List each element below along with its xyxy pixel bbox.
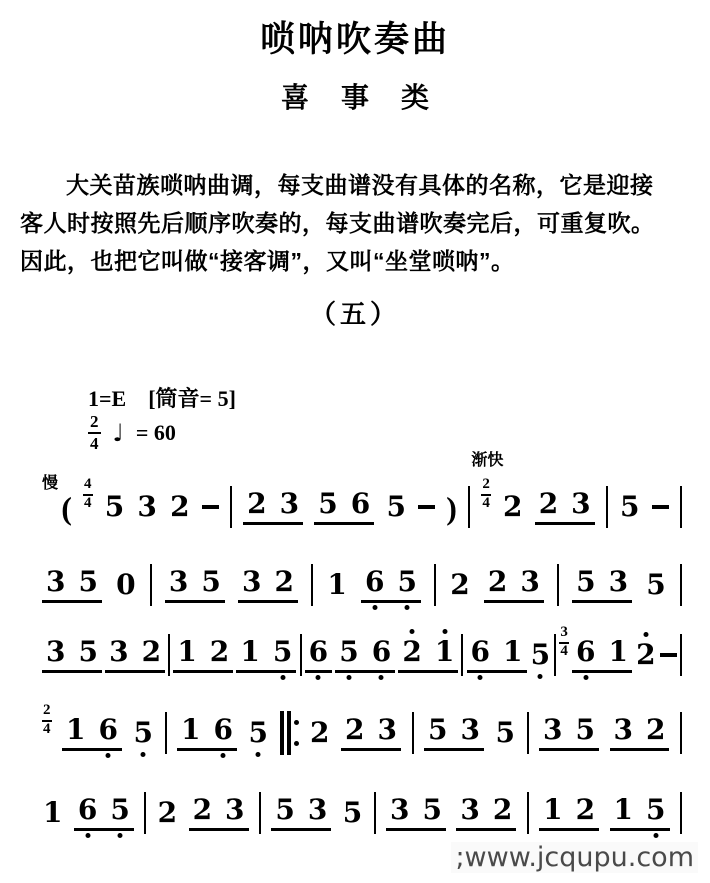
note: 5	[386, 489, 406, 523]
note: 2	[575, 793, 596, 827]
repeat-bar	[287, 711, 291, 755]
beamed-note-group	[165, 567, 225, 603]
note: 1	[240, 635, 260, 669]
time-sig-numerator: 4	[83, 477, 93, 496]
page-subtitle: 喜事类	[280, 82, 461, 113]
note: 5	[133, 718, 154, 749]
beamed-note-group	[74, 795, 134, 831]
note: 2	[492, 793, 513, 827]
note: 3	[46, 635, 66, 669]
meter-fraction	[88, 413, 101, 453]
intro-line: 大关苗族唢呐曲调，每支曲谱没有具体的名称，它是迎接	[66, 172, 654, 198]
low-octave-dot	[379, 675, 384, 680]
note: 1	[543, 793, 563, 827]
low-octave-dot	[85, 833, 90, 838]
beamed-note-group	[189, 795, 249, 831]
note: 1	[503, 635, 523, 669]
high-octave-dot	[643, 632, 648, 637]
time-sig-denominator: 4	[560, 642, 568, 659]
beamed-note-group	[173, 637, 233, 673]
note: 3	[109, 635, 129, 669]
note: 1	[181, 713, 201, 747]
high-octave-dot	[410, 629, 415, 634]
note: 3	[242, 565, 262, 599]
low-octave-dot	[346, 675, 351, 680]
beamed-note-group	[467, 637, 527, 673]
note: 5	[495, 715, 515, 749]
note: 3	[571, 487, 591, 521]
note: 3	[137, 489, 157, 523]
note: 5	[575, 713, 595, 747]
note: 2	[503, 489, 523, 523]
note: 2	[401, 637, 422, 668]
barline	[168, 634, 170, 676]
note: 1	[327, 567, 347, 601]
barline	[680, 634, 682, 676]
note: 6	[98, 715, 119, 746]
meter-denominator: 4	[90, 433, 99, 453]
note: 3	[377, 713, 397, 747]
note: 5	[104, 489, 125, 523]
repeat-dot	[294, 720, 299, 725]
note: 5	[576, 565, 596, 599]
time-signature	[559, 625, 569, 660]
repeat-start-sign	[280, 711, 299, 755]
time-signature	[83, 477, 93, 512]
notation-line-5	[42, 790, 682, 836]
note: 6	[77, 795, 98, 826]
barline	[259, 792, 261, 834]
note: 6	[308, 637, 329, 668]
beamed-note-group	[484, 567, 544, 603]
note: 2	[157, 795, 178, 829]
note: 2	[170, 489, 190, 523]
beamed-note-group	[572, 567, 632, 603]
barline	[434, 564, 436, 606]
note: 3	[613, 713, 633, 747]
note: 2	[274, 565, 295, 599]
duration-dash	[660, 653, 677, 657]
beamed-note-group	[361, 567, 421, 603]
low-octave-dot	[583, 675, 588, 680]
barline	[680, 564, 682, 606]
beamed-note-group	[105, 637, 165, 673]
note: 5	[275, 793, 295, 827]
beamed-note-group	[456, 795, 516, 831]
note: 2	[209, 635, 230, 669]
notation-line-3	[42, 623, 682, 678]
note: 1	[608, 635, 628, 669]
barline	[150, 564, 152, 606]
key-signature-row	[88, 382, 236, 413]
beamed-note-group	[62, 715, 122, 751]
note: 1	[66, 713, 86, 747]
beamed-note-group	[335, 637, 395, 673]
note: 6	[470, 637, 491, 668]
note: 5	[645, 795, 666, 826]
time-sig-denominator: 4	[84, 494, 92, 511]
note: 3	[225, 793, 245, 827]
note: 2	[635, 640, 656, 671]
tempo-row	[88, 413, 176, 453]
beamed-note-group	[305, 637, 332, 673]
note: 5	[78, 635, 98, 669]
note: 3	[279, 487, 300, 521]
note: 3	[390, 793, 410, 827]
time-sig-denominator: 4	[43, 720, 51, 737]
section-number: （五）	[309, 299, 400, 329]
note: 2	[345, 713, 365, 747]
note: 3	[307, 793, 328, 827]
duration-dash	[202, 505, 219, 509]
page-title: 唢呐吹奏曲	[259, 20, 450, 59]
beamed-note-group	[42, 637, 102, 673]
beamed-note-group	[386, 795, 446, 831]
low-octave-dot	[106, 753, 111, 758]
beamed-note-group	[177, 715, 237, 751]
beamed-note-group	[271, 795, 331, 831]
note: 1	[177, 635, 197, 669]
time-sig-numerator: 3	[559, 625, 569, 644]
low-octave-dot	[256, 752, 261, 757]
beamed-note-group	[424, 715, 484, 751]
low-octave-dot	[316, 675, 321, 680]
note: 2	[310, 715, 330, 749]
time-sig-denominator: 4	[482, 494, 490, 511]
barline	[557, 564, 559, 606]
note: 5	[428, 713, 448, 747]
barline	[554, 634, 556, 676]
notation-line-2	[42, 562, 682, 608]
note: 3	[608, 565, 629, 599]
tempo-annotation: 慢	[42, 474, 59, 492]
notation-line-4	[42, 701, 682, 756]
low-octave-dot	[141, 752, 146, 757]
note: 6	[350, 487, 371, 521]
beamed-note-group	[243, 489, 303, 525]
duration-dash	[652, 505, 669, 509]
note: 3	[520, 565, 540, 599]
note: 2	[645, 713, 666, 747]
duration-dash	[418, 505, 435, 509]
barline	[311, 564, 313, 606]
repeat-bar	[280, 711, 284, 755]
beamed-note-group	[42, 567, 102, 603]
repeat-dot	[294, 741, 299, 746]
beamed-note-group	[610, 715, 670, 751]
key-label: 1=E	[88, 386, 127, 411]
tempo-annotation: 渐快	[471, 451, 504, 469]
note: 5	[646, 567, 666, 601]
intro-line: 客人时按照先后顺序吹奏的，每支曲谱吹奏完后，可重复吹。	[20, 210, 655, 236]
note: 2	[247, 487, 267, 521]
note: 5	[530, 640, 551, 671]
barline	[230, 486, 232, 528]
beamed-note-group	[539, 715, 599, 751]
low-octave-dot	[118, 833, 123, 838]
meter-numerator: 2	[88, 413, 101, 434]
watermark-text: ;www.jcqupu.com	[451, 842, 698, 873]
note: 3	[543, 713, 563, 747]
intro-paragraph	[20, 166, 692, 280]
barline	[680, 792, 682, 834]
barline	[680, 486, 682, 528]
note: 6	[364, 567, 385, 598]
beamed-note-group	[314, 489, 374, 525]
repeat-dots	[294, 720, 299, 746]
low-octave-dot	[405, 605, 410, 610]
barline	[468, 486, 470, 528]
low-octave-dot	[221, 753, 226, 758]
barline	[144, 792, 146, 834]
note: 1	[43, 795, 63, 829]
note: 6	[575, 637, 596, 668]
time-signature	[42, 703, 52, 738]
low-octave-dot	[538, 674, 543, 679]
note: 5	[109, 795, 130, 826]
beamed-note-group	[398, 637, 458, 673]
note: 3	[46, 565, 66, 599]
note: 6	[213, 715, 234, 746]
note: 5	[318, 487, 338, 521]
low-octave-dot	[653, 833, 658, 838]
beamed-note-group	[236, 637, 296, 673]
note: 2	[141, 635, 162, 669]
barline	[527, 712, 529, 754]
barline	[527, 792, 529, 834]
barline	[461, 634, 463, 676]
note: 5	[620, 489, 640, 523]
barline	[606, 486, 608, 528]
time-sig-numerator: 2	[481, 477, 491, 496]
notation-line-1	[42, 451, 682, 530]
barline	[680, 712, 682, 754]
quarter-note-icon: ♩	[112, 418, 124, 447]
parenthesis: (	[61, 489, 72, 526]
note: 2	[538, 487, 559, 521]
note: 5	[422, 793, 442, 827]
note: 0	[116, 567, 136, 601]
beamed-note-group	[535, 489, 595, 525]
note: 3	[460, 793, 480, 827]
note: 2	[487, 565, 508, 599]
note: 2	[450, 567, 470, 601]
beamed-note-group	[610, 795, 670, 831]
note: 5	[248, 718, 269, 749]
note: 3	[460, 713, 480, 747]
beamed-note-group	[341, 715, 401, 751]
beamed-note-group	[238, 567, 298, 603]
note: 5	[338, 637, 359, 668]
note: 5	[272, 637, 293, 668]
low-octave-dot	[372, 605, 377, 610]
barline	[374, 792, 376, 834]
parenthesis: )	[446, 489, 457, 526]
high-octave-dot	[442, 629, 447, 634]
low-octave-dot	[280, 675, 285, 680]
time-signature	[471, 451, 504, 512]
note: 5	[78, 565, 98, 599]
barline	[300, 634, 302, 676]
note: 6	[371, 637, 392, 668]
note: 3	[168, 565, 189, 599]
tempo-value: = 60	[135, 419, 176, 445]
tube-tone-label: [筒音= 5]	[148, 386, 236, 411]
note: 1	[613, 793, 634, 827]
low-octave-dot	[478, 675, 483, 680]
note: 5	[201, 565, 221, 599]
barline	[412, 712, 414, 754]
note: 5	[342, 795, 363, 829]
beamed-note-group	[539, 795, 599, 831]
time-sig-numerator: 2	[42, 703, 52, 722]
note: 2	[192, 793, 213, 827]
note: 1	[434, 637, 455, 668]
beamed-note-group	[572, 637, 632, 673]
intro-line: 因此，也把它叫做“接客调”，又叫“坐堂唢呐”。	[20, 248, 515, 274]
barline	[165, 712, 167, 754]
note: 5	[396, 567, 417, 598]
